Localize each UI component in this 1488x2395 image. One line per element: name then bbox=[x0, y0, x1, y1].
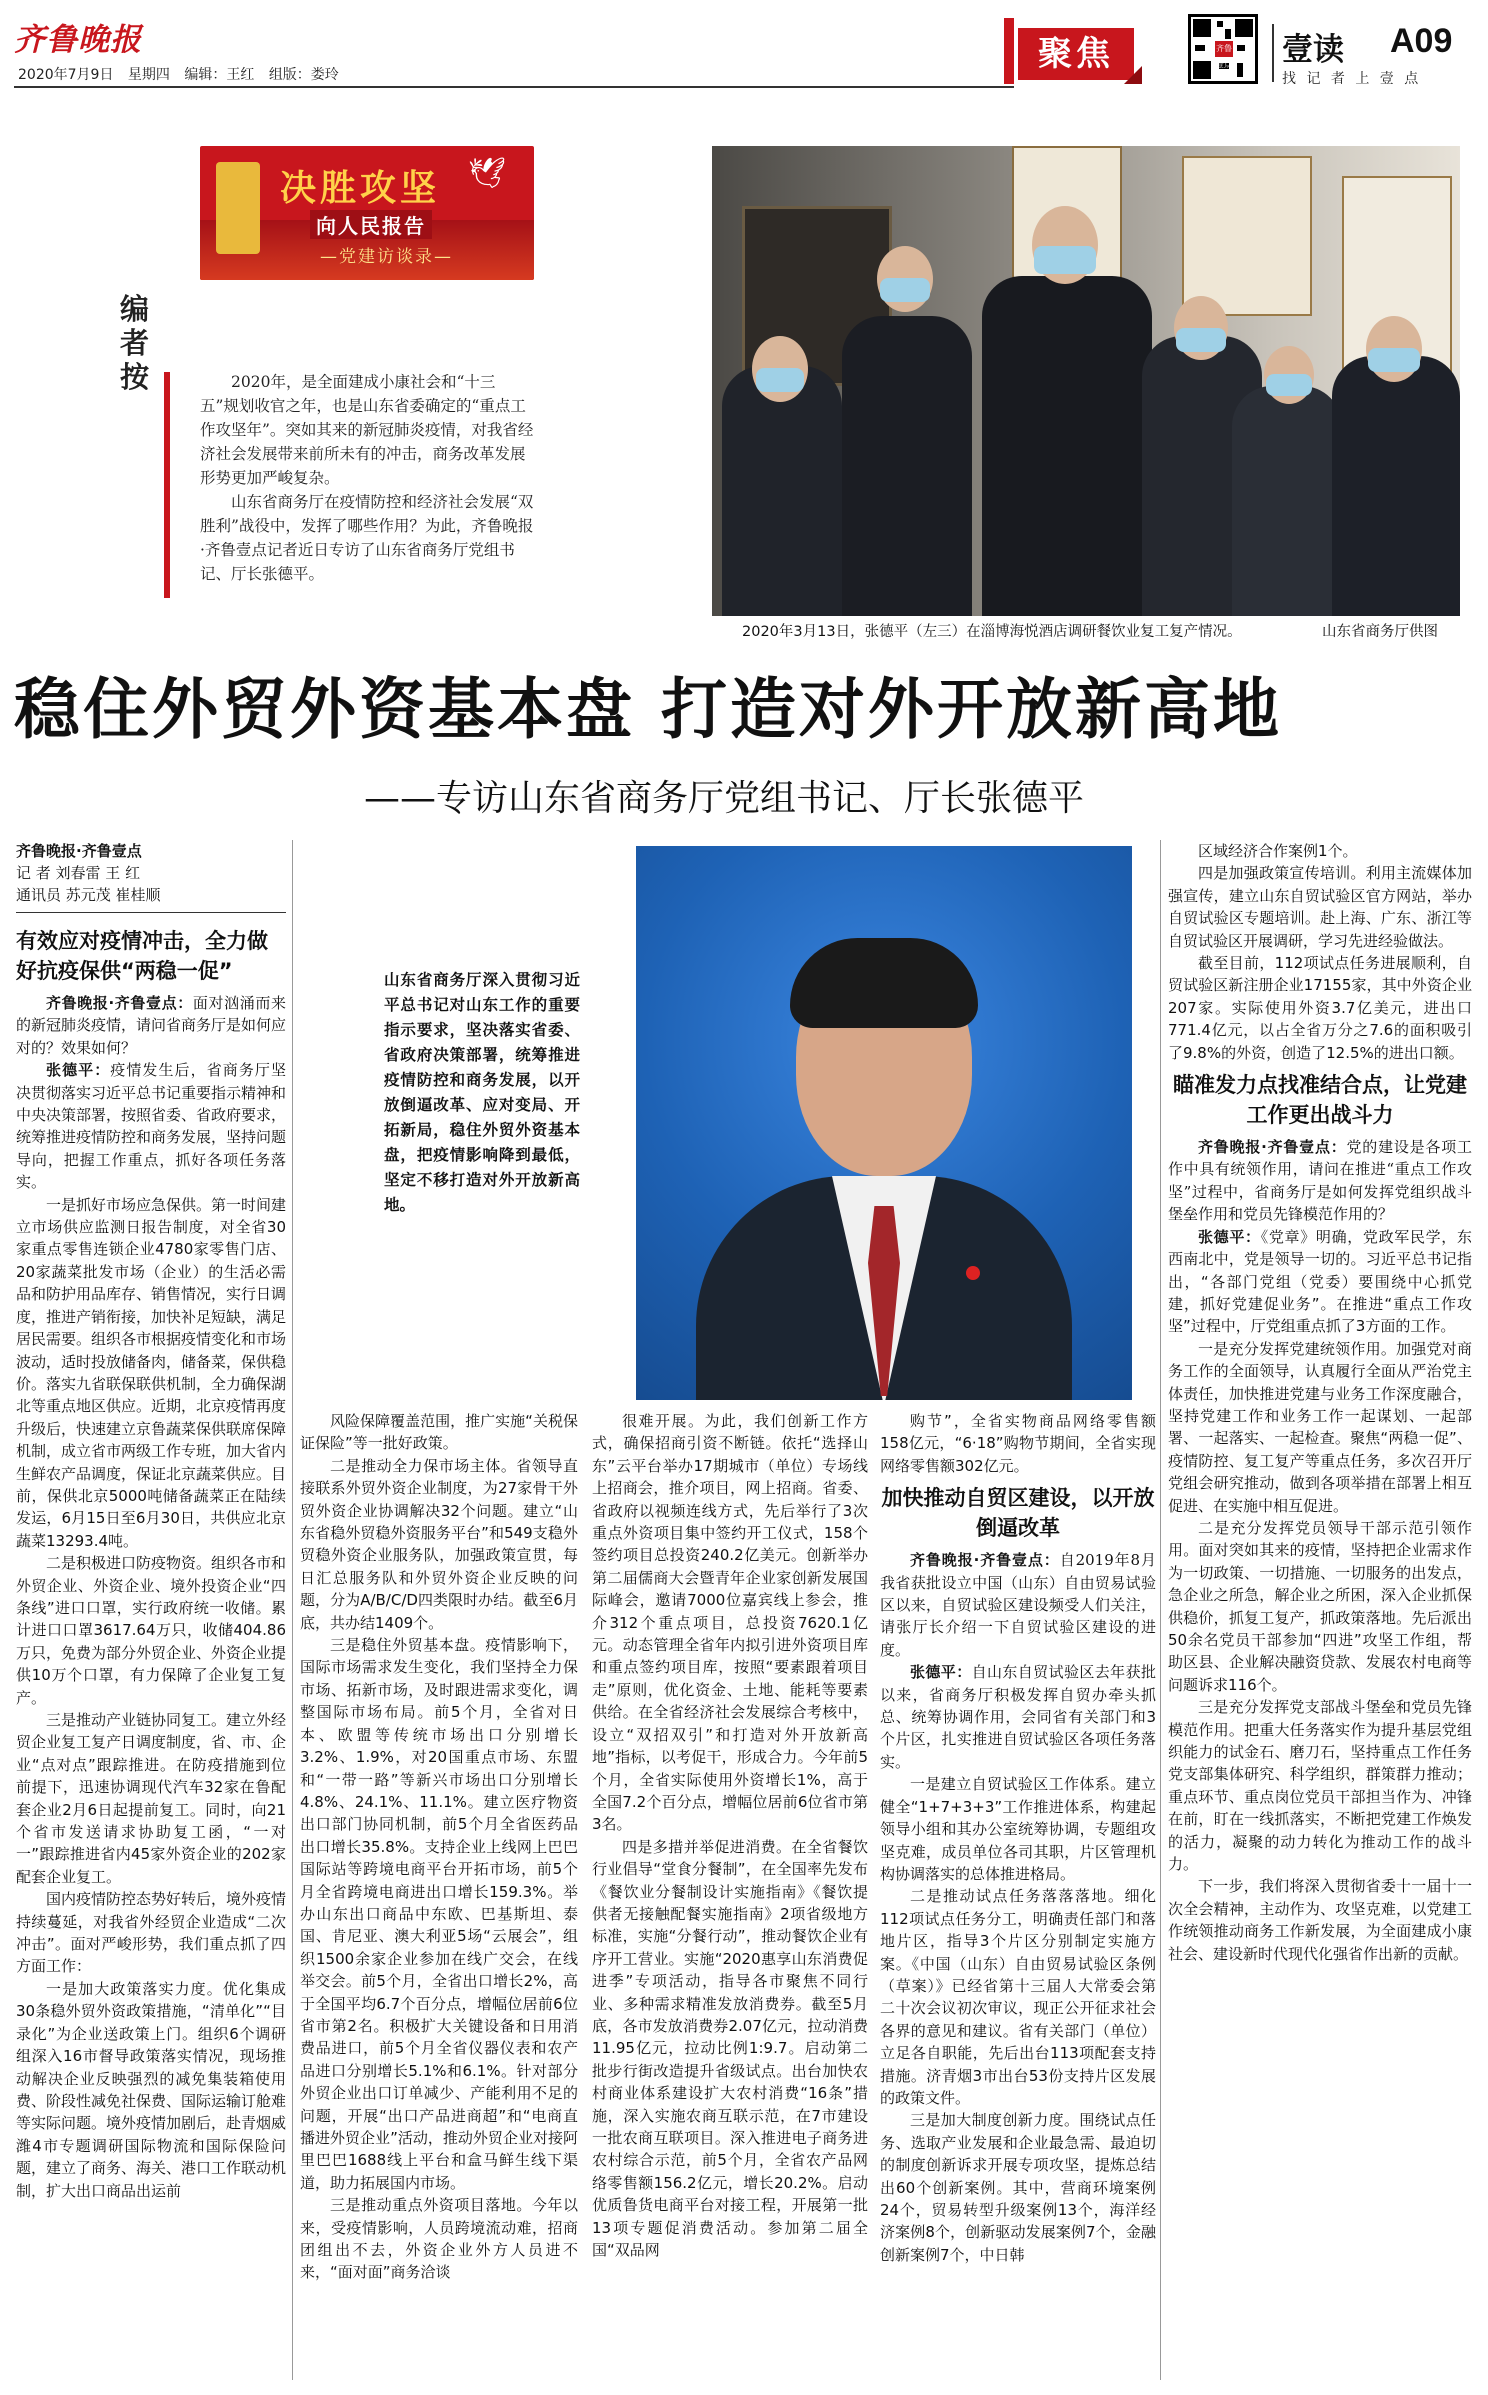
paragraph-text: 三是充分发挥党支部战斗堡垒和党员先锋模范作用。把重大任务落实作为提升基层党组织能力的试金石、磨刀石，坚持重点工作任务党支部集体研究、科学组织，群策群力推动；重点环节、重点岗位党员干部担当作为、冲锋在前，盯在一线抓落实，不断把党建工作焕发的活力，凝聚的动力转化为推动工作的战斗力。 bbox=[1168, 1698, 1472, 1874]
article-column-1 bbox=[16, 920, 286, 2380]
paragraph-text: 一是充分发挥党建统领作用。加强党对商务工作的全面领导，认真履行全面从严治党主体责任，加快推进党建与业务工作深度融合，坚持党建工作和业务工作一起谋划、一起部署、一起落实、一起检查。聚焦“两稳一促”、疫情防控、复工复产等重点任务，多次召开厅党组会研究推动，做到各项举措在部署上相互促进、在实施中相互促进。 bbox=[1168, 1339, 1472, 1515]
article-paragraph bbox=[300, 1455, 578, 1634]
article-paragraph bbox=[592, 1836, 868, 2262]
section-heading: 有效应对疫情冲击，全力做好抗疫保供“两稳一促” bbox=[16, 929, 268, 983]
banner-subtitle: 向人民报告 bbox=[310, 210, 432, 239]
paragraph-text: 《党章》明确，党政军民学，东西南北中，党是领导一切的。习近平总书记指出，“各部门党组（党委）要围绕中心抓党建，抓好党建促业务”。在推进“重点工作攻坚”过程中，厅党组重点抓了3方面的工作。 bbox=[1168, 1227, 1472, 1336]
paragraph-text: 四是多措并举促进消费。在全省餐饮行业倡导“堂食分餐制”，在全国率先发布《餐饮业分餐制设计实施指南》《餐饮提供者无接触配餐实施指南》2项省级地方标准，实施“分餐行动”，推动餐饮企业有序开工营业。实施“2020惠享山东消费促进季”专项活动，指导各市聚焦不同行业、多种需求精准发放消费券。截至5月底，各市发放消费券2.07亿元，拉动消费11.95亿元，拉动比例1:9.7。启动第二批步行街改造提升省级试点。出台加快农村商业体系建设扩大农村消费“16条”措施，深入实施农商互联示范，在7市建设一批农商互联项目。深入推进电子商务进农村综合示范，前5个月，全省农产品网络零售额156.2亿元，增长20.2%。启动优质鲁货电商平台对接工程，开展第一批13项专题促消费活动。参加第二届全国“双品网 bbox=[592, 1837, 868, 2260]
editor-note-bar bbox=[164, 372, 170, 598]
article-paragraph bbox=[880, 1410, 1156, 1477]
party-pin-icon bbox=[966, 1266, 980, 1280]
paragraph-text: 购节”，全省实物商品网络零售额158亿元，“6·18”购物节期间，全省实现网络零售额302亿元。 bbox=[880, 1412, 1156, 1475]
page-slogan: 找 记 者 上 壹 点 bbox=[1282, 71, 1422, 87]
paragraph-text: 四是加强政策宣传培训。利用主流媒体加强宣传，建立山东自贸试验区官方网站，举办自贸试验区专题培训。赴上海、广东、浙江等自贸试验区开展调研，学习先进经验做法。 bbox=[1168, 864, 1472, 950]
news-photo bbox=[712, 146, 1460, 616]
issue-date: 2020年7月9日 bbox=[18, 67, 114, 83]
issue-info bbox=[18, 64, 349, 84]
paragraph-text: 党的建设是各项工作中具有统领作用，请问在推进“重点工作攻坚”过程中，省商务厅是如何发挥党组织战斗堡垒作用和党员先锋模范作用的？ bbox=[1168, 1138, 1472, 1224]
article-paragraph bbox=[16, 1194, 286, 1553]
pull-quote: 山东省商务厅深入贯彻习近平总书记对山东工作的重要指示要求，坚决落实省委、省政府决策部署，统筹推进疫情防控和商务发展，以开放倒逼改革、应对变局、开拓新局，稳住外贸外资基本盘，把疫情影响降到最低，坚定不移打造对外开放新高地。 bbox=[384, 971, 580, 1214]
article-paragraph bbox=[300, 1634, 578, 2194]
banner-title: 决胜攻坚 bbox=[280, 168, 441, 209]
speaker-label: 张德平： bbox=[910, 1663, 972, 1682]
section-tag bbox=[1004, 18, 1142, 84]
editor-note-label: 编者按 bbox=[120, 292, 150, 394]
headline: 稳住外贸外资基本盘 打造对外开放新高地 bbox=[14, 671, 1282, 748]
editor-note bbox=[200, 370, 534, 586]
article-paragraph bbox=[16, 1552, 286, 1709]
party-emblem-icon bbox=[216, 162, 260, 254]
speaker-label: 张德平： bbox=[46, 1061, 111, 1080]
interviewee-portrait bbox=[636, 846, 1132, 1400]
editor-note-paragraph: 2020年，是全面建成小康社会和“十三五”规划收官之年，也是山东省委确定的“重点工作攻坚年”。突如其来的新冠肺炎疫情，对我省经济社会发展带来前所未有的冲击，商务改革发展形势更加严峻复杂。 bbox=[200, 373, 534, 487]
page-identifier bbox=[1272, 20, 1482, 90]
paragraph-text: 一是建立自贸试验区工作体系。建立健全“1+7+3+3”工作推进体系，构建起领导小组和其办公室统筹协调，专题组攻坚克难，成员单位各司其职，片区管理机构协调落实的总体推进格局。 bbox=[880, 1775, 1156, 1883]
paragraph-text: 下一步，我们将深入贯彻省委十一届十一次全会精神，主动作为、攻坚克难，以党建工作统领推动商务工作新发展，为全面建成小康社会、建设新时代现代化强省作出新的贡献。 bbox=[1168, 1877, 1472, 1963]
issue-weekday: 星期四 bbox=[127, 67, 170, 83]
article-paragraph bbox=[16, 1978, 286, 2202]
speaker-label: 张德平： bbox=[1198, 1227, 1261, 1246]
byline-source: 齐鲁晚报·齐鲁壹点 bbox=[16, 842, 142, 860]
byline-rule bbox=[16, 912, 286, 913]
paragraph-text: 二是推动全力保市场主体。省领导直接联系外贸外资企业制度，为27家骨干外贸外资企业协调解决32个问题。建立“山东省稳外贸稳外资服务平台”和549支稳外贸稳外资企业服务队，加强政策宣贯，每日汇总服务队和外贸外资企业反映的问题，分为A/B/C/D四类限时办结。截至6月底，共办结1409个。 bbox=[300, 1456, 578, 1632]
article-paragraph bbox=[880, 1661, 1156, 1773]
paragraph-text: 一是加大政策落实力度。优化集成30条稳外贸外资政策措施，“清单化”“目录化”为企业送政策上门。组织6个调研组深入16市督导政策落实情况，现场推动解决企业反映强烈的减免集装箱使用费、阶段性减免社保费、国际运输订舱难等实际问题。境外疫情加剧后，赴青烟威潍4市专题调研国际物流和国际保险问题，建立了商务、海关、港口工作联动机制，扩大出口商品出运前 bbox=[16, 1979, 286, 2200]
paragraph-text: 二是积极进口防疫物资。组织各市和外贸企业、外资企业、境外投资企业“四条线”进口口罩，实行政府统一收储。累计进口口罩3617.64万只，收储404.86万只，免费为部分外贸企业、外资企业提供10万个口罩，有力保障了企业复工复产。 bbox=[16, 1554, 286, 1707]
article-paragraph bbox=[300, 2194, 578, 2284]
paragraph-text: 二是推动试点任务落落落地。细化112项试点任务分工，明确责任部门和落地片区，指导3个片区分别制定实施方案。《中国（山东）自由贸易试验区条例（草案）》已经省第十三届人大常委会第二十次会议初次审议，现正公开征求社会各界的意见和建议。省有关部门（单位）立足各自职能，先后出台113项配套支持措施。济青烟3市出台53份支持片区发展的政策文件。 bbox=[880, 1887, 1156, 2107]
article-paragraph bbox=[592, 1410, 868, 1836]
photo-caption-text: 2020年3月13日，张德平（左三）在淄博海悦酒店调研餐饮业复工复产情况。 bbox=[742, 624, 1242, 640]
paragraph-text: 一是抓好市场应急保供。第一时间建立市场供应监测日报告制度，对全省30家重点零售连锁企业4780家零售门店、20家蔬菜批发市场（企业）的生活必需品和防护用品库存、销售情况，实行日调度，推进产销衔接，加快补足短缺，满足居民需要。组织各市根据疫情变化和市场波动，适时投放储备肉，储备菜，保供稳价。落实九省联保联供机制，全力确保湖北等重点地区供应。近期，北京疫情再度升级后，快速建立京鲁蔬菜保供联席保障机制，成立省市两级工作专班，加大省内生鲜农产品调度，保证北京蔬菜供应。目前，保供北京5000吨储备蔬菜正在陆续发运，6月15日至6月30日，共供应北京蔬菜13293.4吨。 bbox=[16, 1195, 286, 1550]
byline-reporters: 记 者 刘春雷 王 红 bbox=[16, 864, 141, 882]
photo-caption bbox=[742, 620, 1462, 641]
paragraph-text: 面对汹涌而来的新冠肺炎疫情，请问省商务厅是如何应对的？效果如何？ bbox=[16, 994, 286, 1057]
photo-credit: 山东省商务厅供图 bbox=[1322, 624, 1438, 640]
article-paragraph bbox=[880, 1773, 1156, 1885]
byline-correspondents: 通讯员 苏元茂 崔桂顺 bbox=[16, 886, 161, 904]
article-paragraph bbox=[16, 1888, 286, 1978]
article-paragraph bbox=[16, 992, 286, 1059]
page-layout: 组版：娄玲 bbox=[268, 67, 339, 83]
page-section: 壹读 bbox=[1282, 32, 1344, 68]
paragraph-text: 三是推动产业链协同复工。建立外经贸企业复工复产日调度制度，省、市、企业“点对点”跟踪推进。在防疫措施到位前提下，迅速协调现代汽车32家在鲁配套企业2月6日起提前复工。同时，向21个省市发送请求协助复工函，“一对一”跟踪推进省内45家外资企业的202家配套企业复工。 bbox=[16, 1711, 286, 1886]
paragraph-text: 很难开展。为此，我们创新工作方式，确保招商引资不断链。依托“选择山东”云平台举办17期城市（单位）专场线上招商会，推介项目，网上招商。省委、省政府以视频连线方式，先后举行了3次重点外资项目集中签约开工仪式，158个签约项目总投资240.2亿美元。创新举办第二届儒商大会暨青年企业家创新发展国际峰会，邀请7000位嘉宾线上参会，推介312个重点项目，总投资7620.1亿元。动态管理全省年内拟引进外资项目库和重点签约项目库，按照“要素跟着项目走”原则，优化资金、土地、能耗等要素供给。在全省经济社会发展综合考核中，设立“双招双引”和打造对外开放新高地”指标，以考促干，形成合力。今年前5个月，全省实际使用外资增长1%，高于全国7.2个百分点，增幅位居前6位省市第3名。 bbox=[592, 1412, 868, 1834]
article-column-3 bbox=[592, 1410, 868, 2385]
article-paragraph bbox=[1168, 840, 1472, 862]
paragraph-text: 自2019年8月我省获批设立中国（山东）自由贸易试验区以来，自贸试验区建设频受人们关注，请张厅长介绍一下自贸试验区建设的进度。 bbox=[880, 1551, 1156, 1659]
paragraph-text: 三是推动重点外资项目落地。今年以来，受疫情影响，人员跨境流动难，招商团组出不去，外资企业外方人员进不来，“面对面”商务洽谈 bbox=[300, 2196, 578, 2282]
article-paragraph bbox=[1168, 1696, 1472, 1875]
article-paragraph bbox=[1168, 1136, 1472, 1226]
paragraph-text: 三是稳住外贸基本盘。疫情影响下，国际市场需求发生变化，我们坚持全力保市场、拓新市场，及时跟进需求变化，调整国际市场布局。前5个月，全省对日本、欧盟等传统市场出口分别增长3.2%、1.9%，对20国重点市场、东盟和“一带一路”等新兴市场出口分别增长4.8%、24.1%、11.1%。建立医疗物资出口部门协同机制，前5个月全省医药品出口增长35.8%。支持企业上线网上巴巴国际站等跨境电商平台开拓市场，前5个月全省跨境电商进出口增长159.3%。举办山东出口商品中东欧、巴基斯坦、泰国、肯尼亚、澳大利亚5场“云展会”，组织1500余家企业参加在线广交会，在线举交会。前5个月，全省出口增长2%，高于全国平均6.7个百分点，增幅位居前6位省市第2名。积极扩大关键设备和日用消费品进口，前5个月全省仪器仪表和农产品进口分别增长5.1%和6.1%。针对部分外贸企业出口订单减少、产能利用不足的问题，开展“出口产品进商超”和“电商直播进外贸企业”活动，推动外贸企业对接阿里巴巴1688线上平台和盒马鲜生线下渠道，助力拓展国内市场。 bbox=[300, 1636, 578, 2192]
article-paragraph bbox=[880, 1549, 1156, 1661]
article-paragraph bbox=[16, 1059, 286, 1193]
paragraph-text: 自山东自贸试验区去年获批以来，省商务厅积极发挥自贸办牵头抓总、统筹协调作用，会同省有关部门和3个片区，扎实推进自贸试验区各项任务落实。 bbox=[880, 1663, 1156, 1771]
article-paragraph bbox=[1168, 1338, 1472, 1517]
article-column-2 bbox=[300, 1410, 578, 2385]
byline bbox=[16, 840, 286, 906]
paragraph-text: 风险保障覆盖范围，推广实施“关税保证保险”等一批好政策。 bbox=[300, 1412, 578, 1453]
article-column-4 bbox=[880, 1410, 1156, 2385]
series-banner bbox=[200, 146, 534, 280]
paragraph-text: 国内疫情防控态势好转后，境外疫情持续蔓延，对我省外经贸企业造成“二次冲击”。面对严峻形势，我们重点抓了四方面工作： bbox=[16, 1890, 286, 1976]
paragraph-text: 疫情发生后，省商务厅坚决贯彻落实习近平总书记重要指示精神和中央决策部署，按照省委、省政府要求，统筹推进疫情防控和商务发展，坚持问题导向，把握工作重点，抓好各项任务落实。 bbox=[16, 1061, 286, 1192]
paragraph-text: 三是加大制度创新力度。围绕试点任务、选取产业发展和企业最急需、最迫切的制度创新诉求开展专项攻坚，提炼总结出60个创新案例。其中，营商环境案例24个，贸易转型升级案例13个，海洋经济案例8个，创新驱动发展案例7个，金融创新案例7个，中日韩 bbox=[880, 2111, 1156, 2264]
section-heading: 加快推动自贸区建设，以开放倒逼改革 bbox=[881, 1486, 1155, 1541]
speaker-label: 齐鲁晚报·齐鲁壹点： bbox=[1198, 1138, 1347, 1157]
article-paragraph bbox=[880, 1885, 1156, 2109]
section-label: 聚焦 bbox=[1018, 28, 1134, 80]
column-divider bbox=[1160, 840, 1161, 2380]
speaker-label: 齐鲁晚报·齐鲁壹点： bbox=[910, 1551, 1060, 1570]
qr-label: 齐鲁壹点 bbox=[1215, 41, 1233, 57]
header-rule bbox=[14, 86, 1014, 88]
article-paragraph bbox=[1168, 1517, 1472, 1696]
article-paragraph bbox=[1168, 1226, 1472, 1338]
speaker-label: 齐鲁晚报·齐鲁壹点： bbox=[46, 994, 193, 1012]
subheadline: ——专访山东省商务厅党组书记、厅长张德平 bbox=[364, 778, 1085, 819]
paragraph-text: 二是充分发挥党员领导干部示范引领作用。面对突如其来的疫情，坚持把企业需求作为一切政策、一切措施、一切服务的出发点，急企业之所急，解企业之所困，深入企业抓保供稳价，抓复工复产，抓政策落地。先后派出50余名党员干部参加“四进”攻坚工作组，帮助区县、企业解决融资贷款、发展农村电商等问题诉求116个。 bbox=[1168, 1518, 1472, 1694]
newspaper-masthead: 齐鲁晚报 bbox=[14, 22, 142, 58]
article-paragraph bbox=[1168, 952, 1472, 1064]
article-paragraph bbox=[1168, 1875, 1472, 1965]
page-number: A09 bbox=[1390, 22, 1453, 60]
paragraph-text: 截至目前，112项试点任务进展顺利，自贸试验区新注册企业17155家，其中外资企业207家。实际使用外资3.7亿美元，进出口771.4亿元，以占全省万分之7.6的面积吸引了9.8%的外资，创造了12.5%的进出口额。 bbox=[1168, 954, 1472, 1062]
paragraph-text: 区域经济合作案例1个。 bbox=[1198, 842, 1358, 860]
banner-series: —党建访谈录— bbox=[320, 247, 453, 267]
section-heading: 瞄准发力点找准结合点，让党建工作更出战斗力 bbox=[1173, 1073, 1467, 1128]
article-column-5 bbox=[1168, 840, 1472, 2385]
qr-code-icon bbox=[1188, 14, 1258, 84]
article-paragraph bbox=[16, 1709, 286, 1888]
article-paragraph bbox=[880, 2109, 1156, 2266]
page-editor: 编辑：王红 bbox=[184, 67, 255, 83]
editor-note-paragraph: 山东省商务厅在疫情防控和经济社会发展“双胜利”战役中，发挥了哪些作用？为此，齐鲁晚报·齐鲁壹点记者近日专访了山东省商务厅党组书记、厅长张德平。 bbox=[200, 493, 534, 583]
article-paragraph bbox=[300, 1410, 578, 1455]
article-paragraph bbox=[1168, 862, 1472, 952]
column-divider bbox=[292, 840, 293, 2380]
dove-icon: 🕊 bbox=[468, 156, 507, 191]
